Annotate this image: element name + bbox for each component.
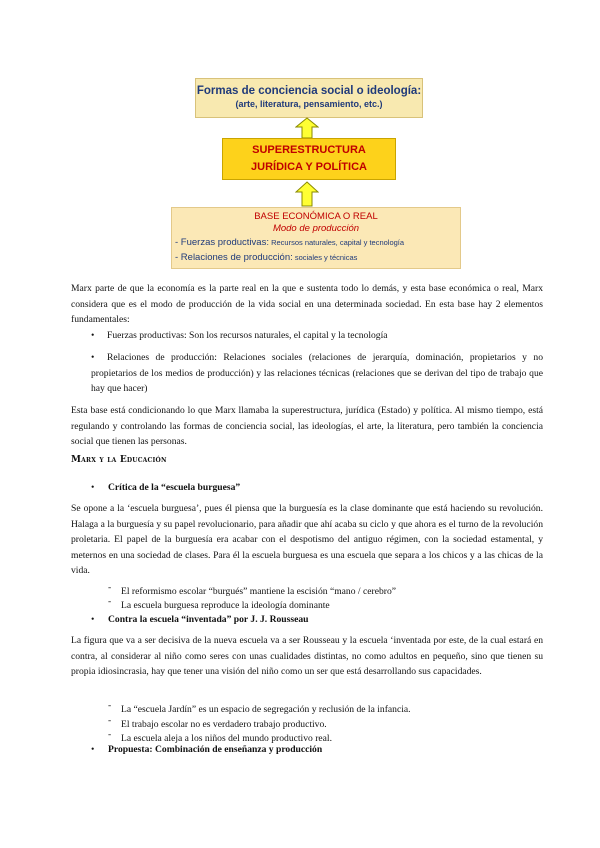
dash-school-work: El trabajo escolar no es verdadero trabajo productivo. <box>121 719 327 730</box>
dash-marker: - <box>108 582 112 593</box>
bullet-dot: • <box>91 330 95 341</box>
production-relations-line <box>175 252 460 263</box>
bullet-productive-forces: Fuerzas productivas: Son los recursos naturales, el capital y la tecnología <box>107 330 388 341</box>
ideology-box-subtitle: (arte, literatura, pensamiento, etc.) <box>235 99 383 109</box>
subheading-rousseau: Contra la escuela “inventada” por J. J. Rousseau <box>108 614 309 625</box>
dash-ideology: La escuela burguesa reproduce la ideología dominante <box>121 600 330 611</box>
bourgeois-school-paragraph: Se opone a la ‘escuela burguesa’, pues él piensa que la burguesía es la clase dominante que está haciendo su revolución. Halaga a la burguesía y su papel revolucionario, para añadir que ahí acaba su ciclo y que ahora es el turno de la revolución proletaria. El papel de la burguesía era acabar con el despotismo del antiguo régimen, con la sociedad estamental, y meternos en una sociedad de clases. Para él la escuela burguesa es una escuela que separa a los chicos y a las chicas de la vida. <box>71 503 543 576</box>
bullet-dot: • <box>91 352 95 363</box>
dash-marker: - <box>108 729 112 740</box>
bullet-item <box>91 350 543 397</box>
bullet-dot: • <box>91 482 95 493</box>
production-relations-detail: sociales y técnicas <box>292 253 358 262</box>
productive-forces-detail: Recursos naturales, capital y tecnología <box>268 238 405 247</box>
mode-of-production: Modo de producción <box>272 223 360 234</box>
subheading-proposal: Propuesta: Combinación de enseñanza y producción <box>108 744 323 755</box>
dash-garden-school: La “escuela Jardín” es un espacio de segregación y reclusión de la infancia. <box>121 704 411 715</box>
up-arrow-icon <box>295 181 319 207</box>
economic-base-title: BASE ECONÓMICA O REAL <box>254 211 378 222</box>
superstructure-line1: SUPERESTRUCTURA <box>252 144 366 156</box>
superstructure-line2: JURÍDICA Y POLÍTICA <box>251 161 367 173</box>
dash-reformism: El reformismo escolar “burgués” mantiene la escisión “mano / cerebro” <box>121 586 397 597</box>
subheading-item <box>91 612 491 628</box>
bullet-dot: • <box>91 614 95 625</box>
dash-item <box>108 595 538 613</box>
intro-paragraph: Marx parte de que la economía es la parte real en la que e sustenta todo lo demás, y esta base económica o real, Marx considera que es el modo de producción de la vida social en una determinada sociedad. En esta base hay 2 elementos fundamentales: <box>71 283 543 325</box>
economic-base-box <box>171 207 461 269</box>
productive-forces-line <box>175 237 460 248</box>
subheading-bourgeois-school: Crítica de la “escuela burguesa” <box>108 482 241 493</box>
rousseau-paragraph: La figura que va a ser decisiva de la nueva escuela va a ser Rousseau y la escuela ‘inventada por este, de la cual estará en contra, al considerar al niño como seres con unas cualidades distintas, no como adultos en pequeño, sino que tienen su propia idiosincrasia, hay que tener una visión del niño como un ser que está desarrollando sus capacidades. <box>71 635 543 677</box>
production-relations-label: - Relaciones de producción: <box>175 252 293 263</box>
dash-marker: - <box>108 596 112 607</box>
section-heading: Marx y la Educación <box>71 455 167 465</box>
dash-productive-world: La escuela aleja a los niños del mundo productivo real. <box>121 733 332 744</box>
productive-forces-label: - Fuerzas productivas: <box>175 237 269 248</box>
up-arrow-icon <box>295 117 319 139</box>
superstructure-paragraph: Esta base está condicionando lo que Marx llamaba la superestructura, jurídica (Estado) y política. Al mismo tiempo, está regulando y controlando las formas de conciencia social, las ideologías, el arte, la literatura, pero también la conciencia social que tienen las personas. <box>71 405 543 447</box>
bullet-item <box>91 328 543 344</box>
subheading-item <box>91 742 491 758</box>
bullet-dot: • <box>91 744 95 755</box>
subheading-item <box>91 480 491 496</box>
dash-marker: - <box>108 700 112 711</box>
bullet-production-relations: Relaciones de producción: Relaciones sociales (relaciones de jerarquía, dominación, propietarios y no propietarios de los medios de producción) y las relaciones técnicas (relaciones que se derivan del tipo de trabajo que hay que hacer) <box>91 352 543 394</box>
ideology-box <box>195 78 423 118</box>
superstructure-box <box>222 138 396 180</box>
dash-marker: - <box>108 715 112 726</box>
ideology-box-title: Formas de conciencia social o ideología: <box>196 85 422 97</box>
